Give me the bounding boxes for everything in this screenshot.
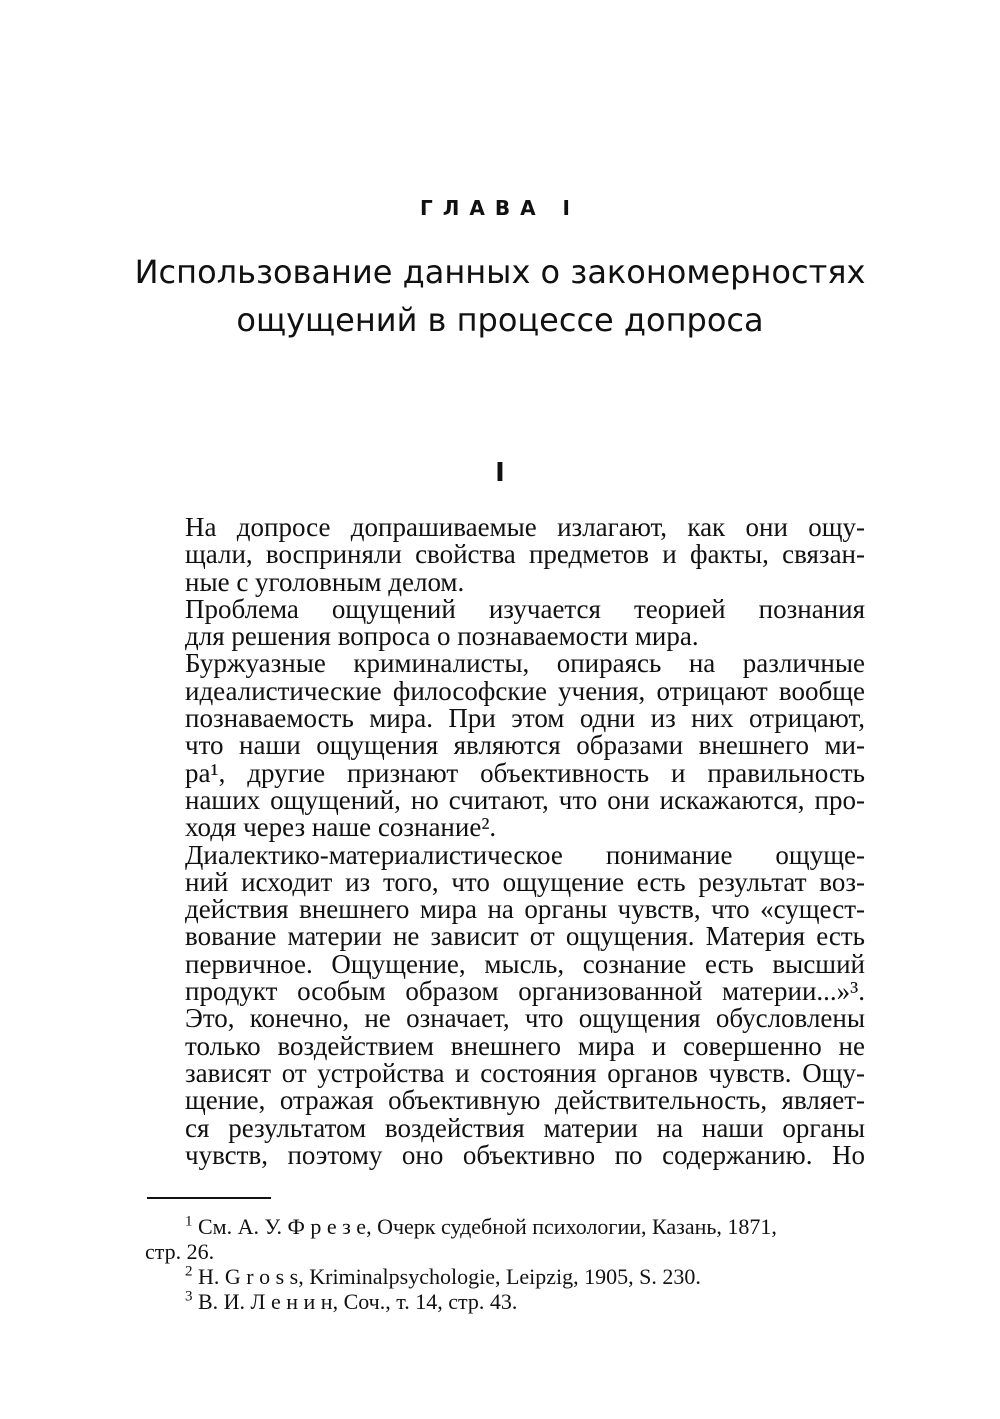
text-line: ные с уголовным делом. <box>185 566 465 597</box>
text-line: наших ощущений, но считают, что они искажаются, про- <box>185 784 865 815</box>
text-line: продукт особым образом организованной материи...»³. <box>185 976 865 1007</box>
text-line: На допросе допрашиваемые излагают, как они ощу- <box>185 512 865 542</box>
text-line: только воздействием внешнего мира и совершенно не <box>185 1030 865 1061</box>
footnote-line <box>145 1289 865 1314</box>
footnote-mark: 1 <box>185 1213 193 1230</box>
section-numeral: I <box>495 458 505 488</box>
footnote-text: См. А. У. Ф р е з е, Очерк судебной психологии, Казань, 1871, <box>198 1214 777 1239</box>
text-line: познаваемость мира. При этом одни из них отрицают, <box>185 703 865 734</box>
text-line: ся результатом воздействия материи на наши органы <box>185 1112 865 1143</box>
paragraph <box>145 839 865 1170</box>
chapter-title-line: ощущений в процессе допроса <box>236 301 764 339</box>
text-line: зависят от устройства и состояния органов чувств. Ощу- <box>185 1057 865 1088</box>
text-line: для решения вопроса о познаваемости мира. <box>185 621 699 652</box>
chapter-title-line: Использование данных о закономерностях <box>134 253 866 291</box>
footnote-3 <box>145 1289 865 1314</box>
footnote-text: H. G r o s s, Kriminalpsychologie, Leipzig, 1905, S. 230. <box>198 1264 701 1289</box>
text-line: чувств, поэтому оно объективно по содержанию. Но <box>185 1139 865 1170</box>
text-line: щали, восприняли свойства предметов и факты, связан- <box>185 539 865 570</box>
text-line: ходя через наше сознание². <box>185 812 497 843</box>
paragraph <box>145 650 865 841</box>
footnote-1 <box>145 1214 865 1264</box>
text-line: Диалектико-материалистическое понимание ощуще- <box>185 839 865 870</box>
text-line: действия внешнего мира на органы чувств, что «сущест- <box>185 894 865 925</box>
footnote-line <box>145 1214 865 1239</box>
text-line: первичное. Ощущение, мысль, сознание есть высший <box>185 948 865 979</box>
body-text <box>145 514 865 1169</box>
text-line: Проблема ощущений изучается теорией познания <box>185 593 865 624</box>
chapter-label: ГЛАВА I <box>420 196 580 220</box>
footnote-line <box>145 1264 865 1289</box>
text-line: Буржуазные криминалисты, опираясь на различные <box>185 648 865 679</box>
text-line: вование материи не зависит от ощущения. Материя есть <box>185 921 865 952</box>
footnote-mark: 3 <box>185 1288 193 1305</box>
text-line: Это, конечно, не означает, что ощущения обусловлены <box>185 1003 865 1034</box>
footnote-line: стр. 26. <box>145 1239 215 1264</box>
text-line: ний исходит из того, что ощущение есть результат воз- <box>185 866 865 897</box>
footnote-text: В. И. Л е н и н, Соч., т. 14, стр. 43. <box>198 1289 518 1314</box>
text-line: щение, отражая объективную действительность, являет- <box>185 1085 865 1116</box>
footnote-2 <box>145 1264 865 1289</box>
footnotes <box>145 1214 865 1314</box>
paragraph <box>145 514 865 596</box>
footnote-mark: 2 <box>185 1263 193 1280</box>
paragraph <box>145 593 865 652</box>
chapter-title <box>80 248 920 344</box>
text-line: идеалистические философские учения, отрицают вообще <box>185 675 865 706</box>
text-line: ра¹, другие признают объективность и правильность <box>185 757 865 788</box>
footnote-rule <box>147 1197 271 1199</box>
text-line: что наши ощущения являются образами внешнего ми- <box>185 730 865 761</box>
